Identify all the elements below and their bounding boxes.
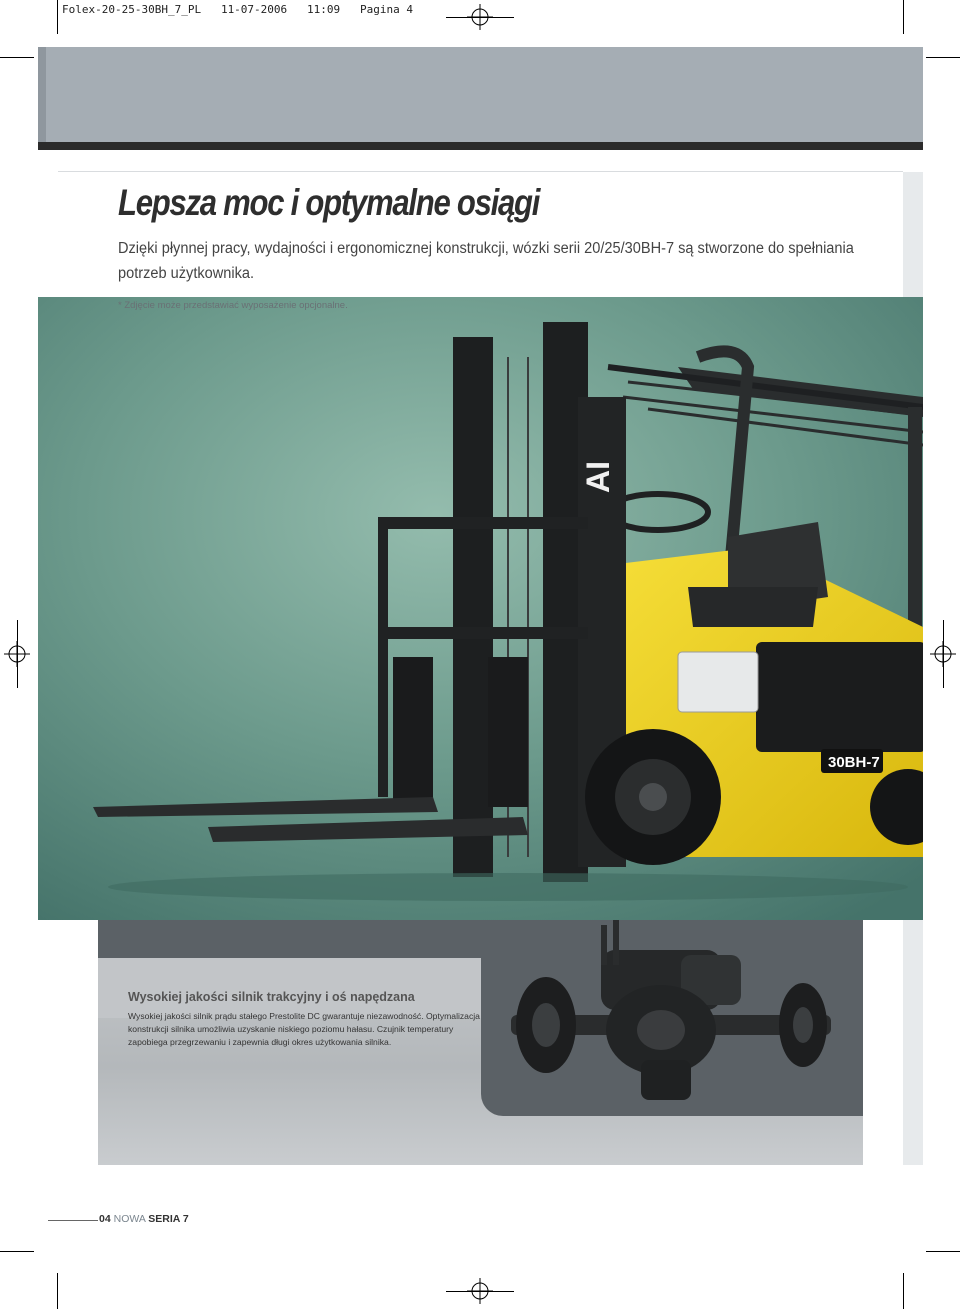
motor-axle-illustration <box>481 920 863 1116</box>
feature-panel-image-area <box>481 920 863 1116</box>
feature-title: Wysokiej jakości silnik trakcyjny i oś napędzana <box>128 990 415 1004</box>
registration-rule-top <box>446 17 514 18</box>
registration-rule-bottom <box>446 1291 514 1292</box>
page-footer <box>99 1213 189 1225</box>
header-rule <box>38 142 923 150</box>
registration-rule-right <box>943 620 944 688</box>
page-heading: Lepsza moc i optymalne osiągi <box>118 182 540 223</box>
photo-note: * Zdjęcie może przedstawiać wyposażenie opcjonalne. <box>118 300 348 311</box>
content-top-rule <box>58 171 903 172</box>
forklift-illustration <box>38 297 923 920</box>
series-word: NOWA <box>113 1213 146 1225</box>
brand-fragment: AI <box>580 461 616 493</box>
series-label: SERIA 7 <box>148 1213 189 1225</box>
feature-description: Wysokiej jakości silnik prądu stałego Prestolite DC gwarantuje niezawodność. Optymalizacja konstrukcji silnika umożliwia uzyskanie niskiego poziomu hałasu. Czujnik temperatury zapobiega przegrzewaniu i zapewnia długi okres użytkowania silnika. <box>128 1011 480 1047</box>
header-band <box>38 47 923 150</box>
forklift-photo <box>38 297 923 920</box>
intro-paragraph: Dzięki płynnej pracy, wydajności i ergonomicznej konstrukcji, wózki serii 20/25/30BH-7 są stworzone do spełniania potrzeb użytkownika. <box>118 240 854 282</box>
print-slug: Folex-20-25-30BH_7_PL 11-07-2006 11:09 Pagina 4 <box>62 3 413 16</box>
feature-panel-text-area <box>98 958 481 1018</box>
model-badge: 30BH-7 <box>828 754 880 771</box>
footer-rule <box>48 1220 98 1221</box>
page-number: 04 <box>99 1213 111 1225</box>
feature-panel-top-band <box>98 920 481 958</box>
header-band-edge <box>38 47 46 150</box>
registration-rule-left <box>17 620 18 688</box>
